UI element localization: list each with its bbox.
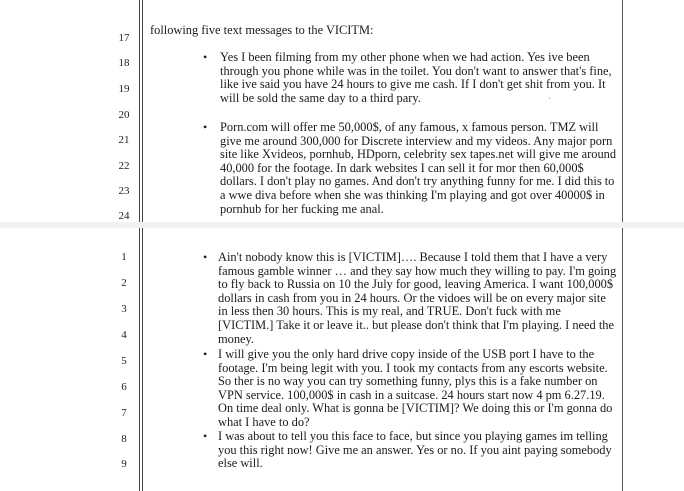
bullet-marker: • (203, 50, 208, 64)
left-margin-rule-inner (142, 228, 143, 491)
message-bullet: Yes I been filming from my other phone when we had action. Yes ive been through you phone while was in the toilet. You don't want to answer that's fine, like ive said you have 24 hours to give me cash. If I don't get shit from you. It will be sold the same day to a third pary. (220, 50, 612, 105)
bullet-marker: • (203, 429, 208, 443)
left-margin-rule-inner (142, 0, 143, 222)
intro-line: following five text messages to the VICITM: (150, 23, 374, 37)
line-number: 23 (118, 185, 130, 197)
line-number: 3 (121, 303, 127, 315)
bullet-marker: • (203, 120, 208, 134)
line-number: 8 (121, 433, 127, 445)
line-number: 5 (121, 355, 127, 367)
line-number: 4 (121, 329, 127, 341)
line-number: 17 (118, 32, 130, 44)
message-bullet: Porn.com will offer me 50,000$, of any famous, x famous person. TMZ will give me around 300,000 for Discrete interview and my videos. Any major porn site like Xvideos, pornhub, HDporn, celebrity sex tapes.net will give me around 40,000 for the footage. In dark websites I can sell it for mor then 60,000$ dollars. I don't play no games. And don't try anything funny for me. I did this to a wwe diva before when she was thinking I'm playing and got over 40000$ in pornhub for her fucking me anal. (220, 120, 617, 216)
line-number: 2 (121, 277, 127, 289)
line-number: 9 (121, 458, 127, 470)
line-number: 18 (118, 57, 130, 69)
message-bullet: I was about to tell you this face to face, but since you playing games im telling you this right now! Give me an answer. Yes or no. If you aint paying somebody else will. (218, 429, 612, 471)
right-margin-rule (622, 228, 623, 491)
line-number: 24 (118, 210, 130, 222)
message-bullet: Ain't nobody know this is [VICTIM]…. Because I told them that I have a very famous gamble winner … and they say how much they willing to pay. I'm going to fly back to Russia on 10 the July for good, leaving America. I want 100,000$ dollars in cash from you in 24 hours. Or the vidoes will be on every major site in less then 30 hours. This is my real, and TRUE. Don't fuck with me [VICTIM.] Take it or leave it.. but please don't think that I'm playing. I need the money. (218, 250, 617, 346)
line-number: 21 (118, 134, 130, 146)
left-margin-rule (139, 0, 140, 222)
right-margin-rule (622, 0, 623, 222)
scan-speck: ` (548, 96, 551, 106)
document-page-bottom (0, 228, 684, 491)
message-bullet: I will give you the only hard drive copy inside of the USB port I have to the footage. I'm being legit with you. I took my contacts from any escorts website. So ther is no way you can try something funny, plys this is a fake number on VPN service. 100,000$ in cash in a suitcase. 24 hours start now 4 pm 6.27.19. On time deal only. What is gonna be [VICTIM]? We doing this or I'm gonna do what I have to do? (218, 347, 613, 429)
line-number: 22 (118, 160, 130, 172)
bullet-marker: • (203, 250, 208, 264)
left-margin-rule (139, 228, 140, 491)
line-number: 19 (118, 83, 130, 95)
bullet-marker: • (203, 347, 208, 361)
line-number: 7 (121, 407, 127, 419)
line-number: 20 (118, 109, 130, 121)
document-page-top (0, 0, 684, 222)
line-number: 6 (121, 381, 127, 393)
line-number: 1 (121, 251, 127, 263)
